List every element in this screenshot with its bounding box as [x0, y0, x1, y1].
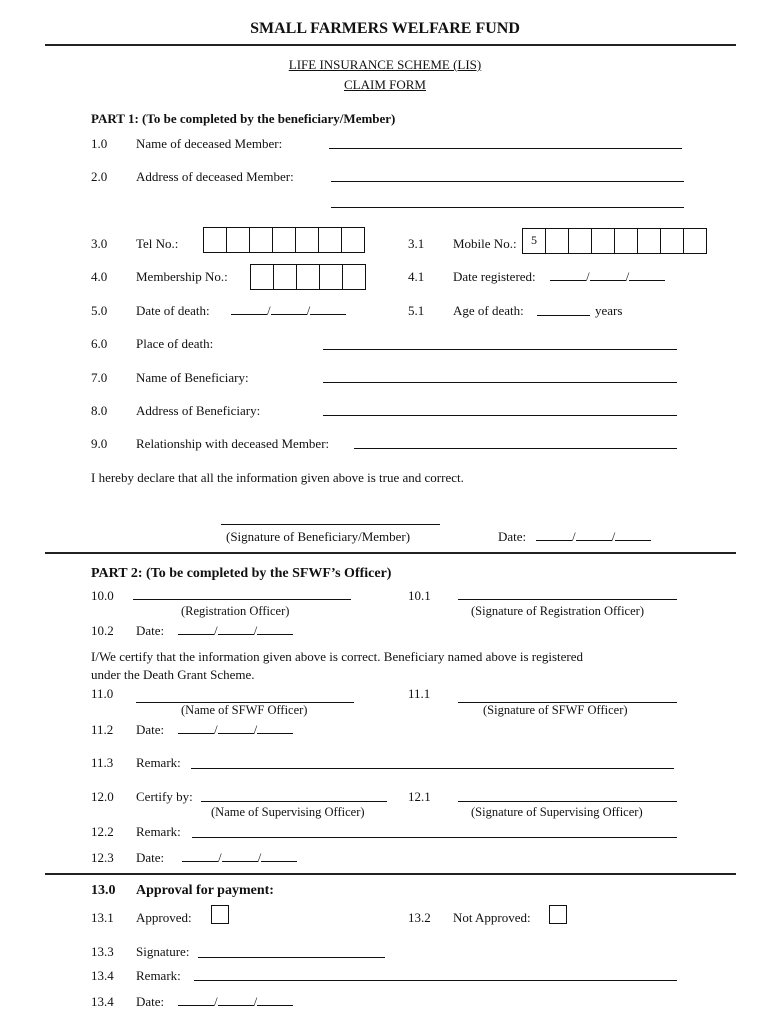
beneficiary-name-label: Name of Beneficiary: — [136, 370, 249, 385]
field-number: 2.0 — [91, 169, 108, 184]
deceased-address-label: Address of deceased Member: — [136, 169, 294, 184]
registration-officer-signature-field[interactable] — [458, 599, 677, 600]
field-number: 1.0 — [91, 136, 108, 151]
officer-date-field[interactable]: / / — [178, 722, 293, 738]
part1-divider — [45, 552, 736, 554]
supervising-officer-signature-field[interactable] — [458, 801, 677, 802]
approval-remark-field[interactable] — [194, 980, 677, 981]
field-number: 12.0 — [91, 789, 114, 804]
supervisor-date-label: Date: — [136, 850, 165, 865]
form-title: CLAIM FORM — [344, 77, 426, 92]
deceased-name-field[interactable] — [329, 148, 682, 149]
membership-number-boxes[interactable] — [250, 264, 366, 290]
certification-text-line1: I/We certify that the information given above is correct. Beneficiary named above is registered — [91, 649, 584, 664]
officer-date-label: Date: — [136, 722, 165, 737]
supervisor-date-field[interactable]: / / — [182, 850, 297, 866]
registration-date-label: Date: — [136, 623, 165, 638]
field-number: 11.3 — [91, 755, 114, 770]
deceased-name-label: Name of deceased Member: — [136, 136, 283, 151]
field-number: 9.0 — [91, 436, 108, 451]
place-of-death-field[interactable] — [323, 349, 677, 350]
years-suffix: years — [595, 303, 623, 318]
registration-date-field[interactable]: / / — [178, 623, 293, 639]
field-number: 13.4 — [91, 994, 114, 1009]
field-number: 10.2 — [91, 623, 114, 638]
field-number: 12.2 — [91, 824, 114, 839]
mobile-prefix-digit: 5 — [523, 229, 546, 253]
approval-signature-field[interactable] — [198, 957, 385, 958]
registration-officer-signature-caption: (Signature of Registration Officer) — [471, 604, 644, 618]
field-number: 4.0 — [91, 269, 108, 284]
membership-label: Membership No.: — [136, 269, 228, 284]
registration-officer-field[interactable] — [133, 599, 351, 600]
beneficiary-address-field[interactable] — [323, 415, 677, 416]
certification-text-line2: under the Death Grant Scheme. — [91, 667, 255, 682]
field-number: 10.1 — [408, 588, 431, 603]
mobile-label: Mobile No.: — [453, 236, 517, 251]
field-number: 11.0 — [91, 686, 114, 701]
declaration-date-field[interactable]: / / — [536, 529, 651, 545]
officer-remark-label: Remark: — [136, 755, 181, 770]
declaration-date-label: Date: — [498, 529, 527, 544]
field-number: 13.3 — [91, 944, 114, 959]
field-number: 13.2 — [408, 910, 431, 925]
beneficiary-name-field[interactable] — [323, 382, 677, 383]
field-number: 4.1 — [408, 269, 425, 284]
relationship-field[interactable] — [354, 448, 677, 449]
certify-by-label: Certify by: — [136, 789, 193, 804]
approval-section-number: 13.0 — [91, 883, 116, 898]
declaration-text: I hereby declare that all the information given above is true and correct. — [91, 470, 464, 485]
relationship-label: Relationship with deceased Member: — [136, 436, 330, 451]
supervising-officer-name-field[interactable] — [201, 801, 387, 802]
tel-label: Tel No.: — [136, 236, 179, 251]
field-number: 12.1 — [408, 789, 431, 804]
part1-heading: PART 1: (To be completed by the beneficiary/Member) — [91, 111, 396, 126]
deceased-address-field-line1[interactable] — [331, 181, 684, 182]
field-number: 5.0 — [91, 303, 108, 318]
supervising-officer-signature-caption: (Signature of Supervising Officer) — [471, 805, 643, 819]
approval-heading: Approval for payment: — [136, 883, 274, 898]
sfwf-officer-signature-caption: (Signature of SFWF Officer) — [483, 703, 628, 717]
mobile-number-boxes[interactable] — [522, 228, 707, 254]
registration-officer-caption: (Registration Officer) — [181, 604, 290, 618]
date-of-death-label: Date of death: — [136, 303, 210, 318]
field-number: 6.0 — [91, 336, 108, 351]
sfwf-officer-name-caption: (Name of SFWF Officer) — [181, 703, 308, 717]
part2-heading: PART 2: (To be completed by the SFWF’s Officer) — [91, 566, 392, 581]
date-registered-field[interactable]: / / — [550, 269, 665, 285]
field-number: 7.0 — [91, 370, 108, 385]
form-organization-title: SMALL FARMERS WELFARE FUND — [250, 20, 520, 37]
not-approved-checkbox[interactable] — [549, 905, 567, 924]
date-of-death-field[interactable]: / / — [231, 303, 346, 319]
field-number: 3.0 — [91, 236, 108, 251]
beneficiary-signature-field[interactable] — [221, 524, 440, 525]
field-number: 13.1 — [91, 910, 114, 925]
approval-signature-label: Signature: — [136, 944, 190, 959]
header-divider — [45, 44, 736, 46]
supervising-officer-name-caption: (Name of Supervising Officer) — [211, 805, 365, 819]
supervisor-remark-field[interactable] — [192, 837, 677, 838]
tel-number-boxes[interactable] — [203, 227, 365, 253]
approval-date-field[interactable]: / / — [178, 994, 293, 1010]
field-number: 5.1 — [408, 303, 425, 318]
not-approved-label: Not Approved: — [453, 910, 531, 925]
age-of-death-field[interactable] — [537, 315, 590, 316]
supervisor-remark-label: Remark: — [136, 824, 181, 839]
field-number: 13.4 — [91, 968, 114, 983]
deceased-address-field-line2[interactable] — [331, 207, 684, 208]
field-number: 3.1 — [408, 236, 425, 251]
field-number: 11.1 — [408, 686, 431, 701]
date-registered-label: Date registered: — [453, 269, 536, 284]
age-of-death-label: Age of death: — [453, 303, 524, 318]
place-of-death-label: Place of death: — [136, 336, 214, 351]
field-number: 11.2 — [91, 722, 114, 737]
beneficiary-signature-caption: (Signature of Beneficiary/Member) — [226, 529, 411, 544]
approval-remark-label: Remark: — [136, 968, 181, 983]
field-number: 8.0 — [91, 403, 108, 418]
approved-checkbox[interactable] — [211, 905, 229, 924]
approved-label: Approved: — [136, 910, 192, 925]
field-number: 10.0 — [91, 588, 114, 603]
approval-date-label: Date: — [136, 994, 165, 1009]
scheme-title: LIFE INSURANCE SCHEME (LIS) — [288, 57, 482, 72]
field-number: 12.3 — [91, 850, 114, 865]
officer-remark-field[interactable] — [191, 768, 674, 769]
beneficiary-address-label: Address of Beneficiary: — [136, 403, 261, 418]
part2-divider — [45, 873, 736, 875]
